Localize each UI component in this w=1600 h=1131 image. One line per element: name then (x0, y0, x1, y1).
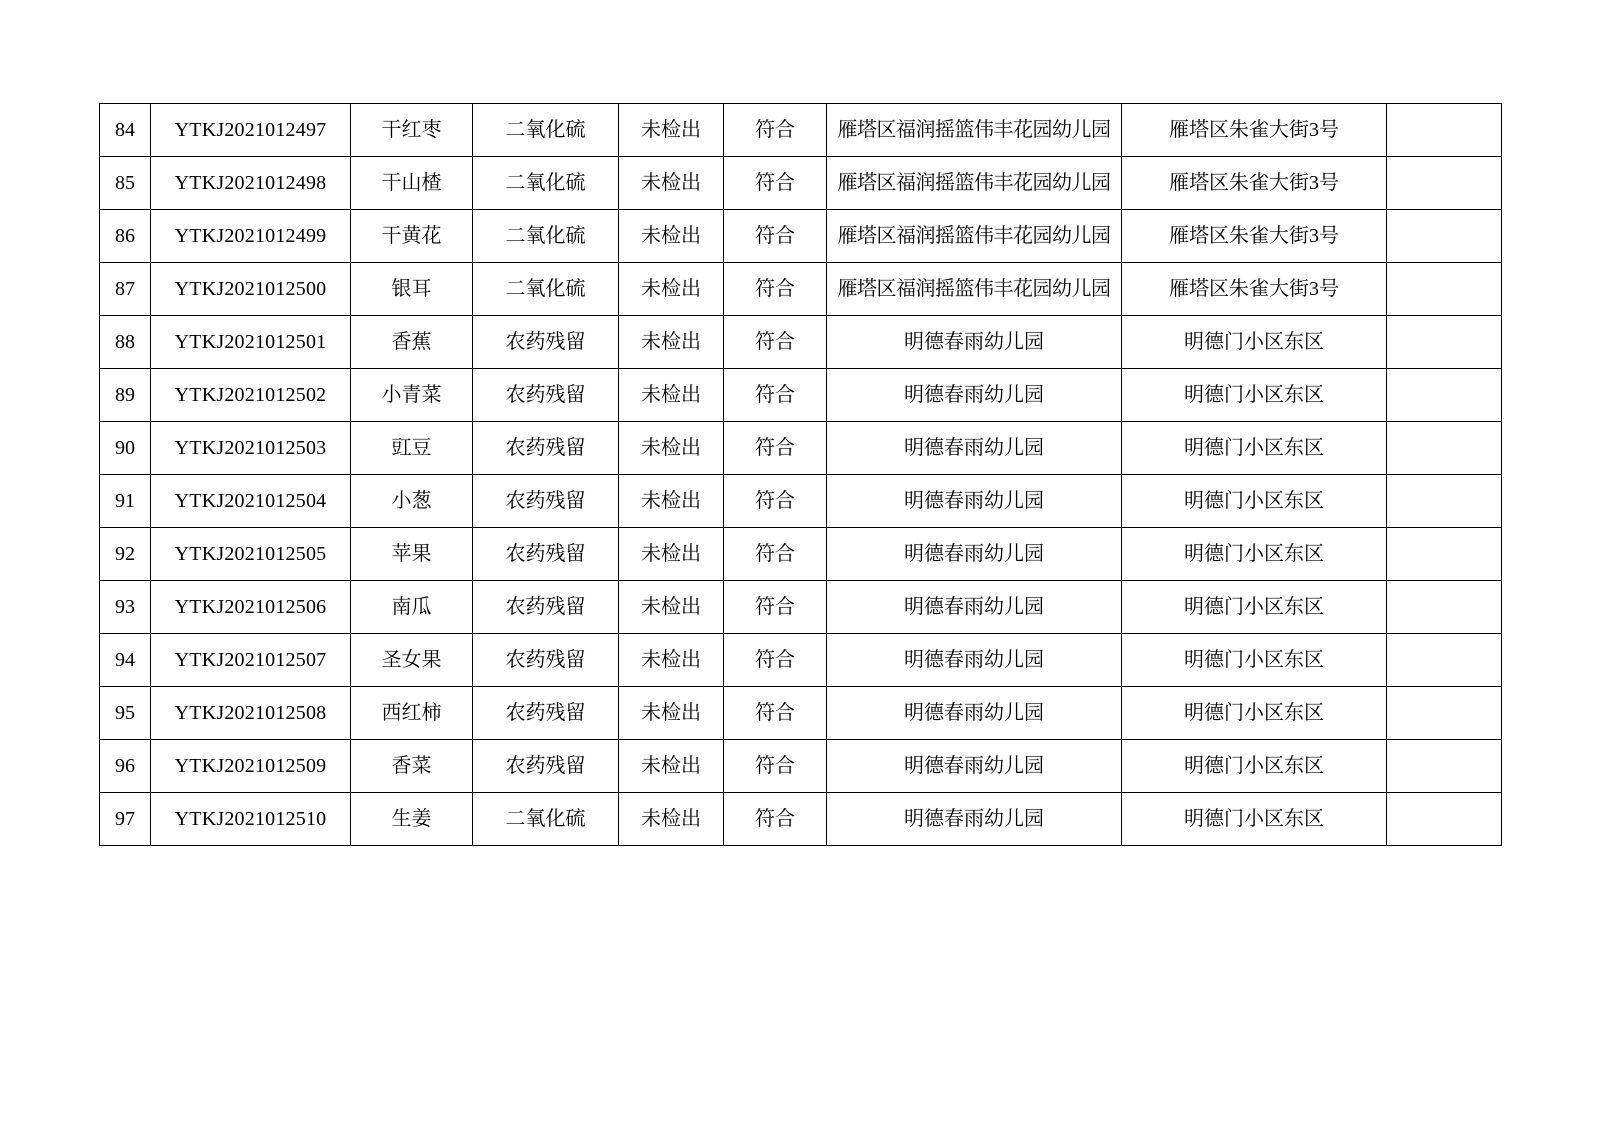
cell-inspected-unit: 明德春雨幼儿园 (827, 369, 1122, 422)
cell-inspected-unit: 明德春雨幼儿园 (827, 422, 1122, 475)
table-row (100, 634, 1502, 687)
cell-inspected-unit: 雁塔区福润摇篮伟丰花园幼儿园 (827, 263, 1122, 316)
cell-sample-name: 生姜 (351, 793, 473, 846)
cell-sample-name: 豇豆 (351, 422, 473, 475)
cell-no: 94 (100, 634, 151, 687)
cell-test-item: 农药残留 (473, 369, 619, 422)
cell-address: 明德门小区东区 (1122, 687, 1387, 740)
results-table-container (99, 103, 1501, 846)
cell-judgement: 符合 (724, 316, 827, 369)
cell-test-item: 二氧化硫 (473, 157, 619, 210)
cell-remark (1387, 475, 1502, 528)
table-row (100, 316, 1502, 369)
cell-no: 84 (100, 104, 151, 157)
cell-address: 雁塔区朱雀大街3号 (1122, 157, 1387, 210)
table-row (100, 210, 1502, 263)
cell-test-item: 二氧化硫 (473, 793, 619, 846)
cell-test-result: 未检出 (619, 263, 724, 316)
cell-inspected-unit: 明德春雨幼儿园 (827, 528, 1122, 581)
cell-no: 92 (100, 528, 151, 581)
cell-test-result: 未检出 (619, 528, 724, 581)
cell-inspected-unit: 明德春雨幼儿园 (827, 687, 1122, 740)
cell-judgement: 符合 (724, 210, 827, 263)
cell-test-item: 农药残留 (473, 528, 619, 581)
cell-sample-name: 西红柿 (351, 687, 473, 740)
cell-sample-code: YTKJ2021012508 (151, 687, 351, 740)
table-row (100, 740, 1502, 793)
cell-test-result: 未检出 (619, 422, 724, 475)
cell-remark (1387, 369, 1502, 422)
cell-inspected-unit: 明德春雨幼儿园 (827, 581, 1122, 634)
cell-sample-code: YTKJ2021012509 (151, 740, 351, 793)
cell-sample-name: 干山楂 (351, 157, 473, 210)
cell-remark (1387, 263, 1502, 316)
cell-sample-name: 干黄花 (351, 210, 473, 263)
cell-sample-name: 南瓜 (351, 581, 473, 634)
cell-test-result: 未检出 (619, 104, 724, 157)
cell-sample-code: YTKJ2021012502 (151, 369, 351, 422)
cell-sample-code: YTKJ2021012507 (151, 634, 351, 687)
cell-judgement: 符合 (724, 475, 827, 528)
cell-address: 明德门小区东区 (1122, 793, 1387, 846)
cell-sample-name: 小青菜 (351, 369, 473, 422)
cell-address: 明德门小区东区 (1122, 316, 1387, 369)
cell-test-result: 未检出 (619, 687, 724, 740)
cell-inspected-unit: 雁塔区福润摇篮伟丰花园幼儿园 (827, 157, 1122, 210)
cell-sample-name: 银耳 (351, 263, 473, 316)
cell-judgement: 符合 (724, 104, 827, 157)
cell-judgement: 符合 (724, 634, 827, 687)
cell-test-item: 农药残留 (473, 687, 619, 740)
cell-sample-code: YTKJ2021012510 (151, 793, 351, 846)
cell-sample-name: 香菜 (351, 740, 473, 793)
cell-test-item: 农药残留 (473, 634, 619, 687)
cell-test-item: 农药残留 (473, 740, 619, 793)
cell-test-result: 未检出 (619, 581, 724, 634)
cell-inspected-unit: 雁塔区福润摇篮伟丰花园幼儿园 (827, 210, 1122, 263)
cell-sample-code: YTKJ2021012504 (151, 475, 351, 528)
cell-no: 85 (100, 157, 151, 210)
cell-sample-code: YTKJ2021012499 (151, 210, 351, 263)
cell-judgement: 符合 (724, 581, 827, 634)
cell-address: 雁塔区朱雀大街3号 (1122, 263, 1387, 316)
cell-sample-code: YTKJ2021012497 (151, 104, 351, 157)
cell-test-result: 未检出 (619, 793, 724, 846)
cell-sample-code: YTKJ2021012498 (151, 157, 351, 210)
cell-test-result: 未检出 (619, 634, 724, 687)
cell-test-item: 二氧化硫 (473, 263, 619, 316)
cell-inspected-unit: 明德春雨幼儿园 (827, 634, 1122, 687)
cell-address: 明德门小区东区 (1122, 422, 1387, 475)
cell-judgement: 符合 (724, 793, 827, 846)
table-row (100, 422, 1502, 475)
cell-remark (1387, 210, 1502, 263)
cell-test-item: 农药残留 (473, 316, 619, 369)
cell-address: 明德门小区东区 (1122, 634, 1387, 687)
cell-judgement: 符合 (724, 528, 827, 581)
cell-no: 90 (100, 422, 151, 475)
table-row (100, 104, 1502, 157)
cell-judgement: 符合 (724, 740, 827, 793)
cell-no: 95 (100, 687, 151, 740)
cell-no: 91 (100, 475, 151, 528)
cell-test-result: 未检出 (619, 369, 724, 422)
cell-test-item: 农药残留 (473, 581, 619, 634)
table-body (100, 104, 1502, 846)
cell-remark (1387, 581, 1502, 634)
cell-sample-code: YTKJ2021012503 (151, 422, 351, 475)
cell-no: 97 (100, 793, 151, 846)
cell-inspected-unit: 明德春雨幼儿园 (827, 740, 1122, 793)
cell-test-item: 农药残留 (473, 475, 619, 528)
table-row (100, 369, 1502, 422)
cell-judgement: 符合 (724, 263, 827, 316)
cell-no: 96 (100, 740, 151, 793)
cell-remark (1387, 316, 1502, 369)
cell-test-item: 二氧化硫 (473, 104, 619, 157)
cell-inspected-unit: 明德春雨幼儿园 (827, 316, 1122, 369)
table-row (100, 687, 1502, 740)
cell-address: 雁塔区朱雀大街3号 (1122, 210, 1387, 263)
cell-inspected-unit: 明德春雨幼儿园 (827, 475, 1122, 528)
cell-judgement: 符合 (724, 369, 827, 422)
cell-remark (1387, 740, 1502, 793)
cell-judgement: 符合 (724, 157, 827, 210)
cell-no: 93 (100, 581, 151, 634)
cell-address: 明德门小区东区 (1122, 740, 1387, 793)
cell-sample-name: 小葱 (351, 475, 473, 528)
cell-remark (1387, 104, 1502, 157)
cell-judgement: 符合 (724, 422, 827, 475)
cell-test-result: 未检出 (619, 157, 724, 210)
cell-address: 明德门小区东区 (1122, 528, 1387, 581)
cell-test-item: 农药残留 (473, 422, 619, 475)
cell-test-result: 未检出 (619, 740, 724, 793)
cell-test-result: 未检出 (619, 316, 724, 369)
cell-no: 87 (100, 263, 151, 316)
cell-address: 明德门小区东区 (1122, 475, 1387, 528)
cell-remark (1387, 634, 1502, 687)
cell-test-result: 未检出 (619, 475, 724, 528)
inspection-results-table (99, 103, 1502, 846)
cell-inspected-unit: 雁塔区福润摇篮伟丰花园幼儿园 (827, 104, 1122, 157)
table-row (100, 528, 1502, 581)
cell-no: 88 (100, 316, 151, 369)
cell-sample-name: 圣女果 (351, 634, 473, 687)
cell-test-result: 未检出 (619, 210, 724, 263)
cell-sample-code: YTKJ2021012501 (151, 316, 351, 369)
cell-remark (1387, 422, 1502, 475)
table-row (100, 475, 1502, 528)
cell-address: 雁塔区朱雀大街3号 (1122, 104, 1387, 157)
cell-judgement: 符合 (724, 687, 827, 740)
table-row (100, 263, 1502, 316)
cell-sample-code: YTKJ2021012505 (151, 528, 351, 581)
cell-sample-code: YTKJ2021012506 (151, 581, 351, 634)
cell-remark (1387, 687, 1502, 740)
cell-sample-name: 香蕉 (351, 316, 473, 369)
cell-inspected-unit: 明德春雨幼儿园 (827, 793, 1122, 846)
cell-address: 明德门小区东区 (1122, 581, 1387, 634)
table-row (100, 157, 1502, 210)
cell-test-item: 二氧化硫 (473, 210, 619, 263)
cell-remark (1387, 528, 1502, 581)
table-row (100, 581, 1502, 634)
cell-remark (1387, 793, 1502, 846)
cell-sample-name: 干红枣 (351, 104, 473, 157)
table-row (100, 793, 1502, 846)
cell-sample-code: YTKJ2021012500 (151, 263, 351, 316)
cell-sample-name: 苹果 (351, 528, 473, 581)
cell-address: 明德门小区东区 (1122, 369, 1387, 422)
cell-no: 86 (100, 210, 151, 263)
cell-remark (1387, 157, 1502, 210)
cell-no: 89 (100, 369, 151, 422)
